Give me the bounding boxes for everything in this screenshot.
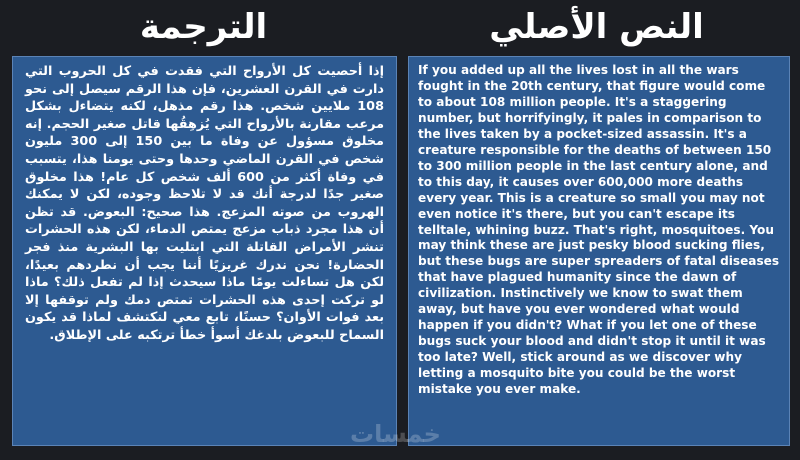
translation-panel	[12, 56, 397, 446]
watermark-logo: خمسات	[350, 420, 441, 448]
translation-text: إذا أحصيت كل الأرواح التي فقدت في كل الحروب التي دارت في القرن العشرين، فإن هذا الرقم سيصل إلى نحو 108 ملايين شخص. هذا رقم مذهل، لكنه يتضاءل بشكل مرعب مقارنة بالأرواح التي يُزهِقُها قاتل صغير الحجم. إنه مخلوق مسؤول عن وفاة ما بين 150 إلى 300 مليون شخص في القرن الماضي وحدها وحتى يومنا هذا، يتسبب في وفاة أكثر من 600 ألف شخص كل عام! هذا مخلوق صغير جدًا لدرجة أنك قد لا تلاحظ وجوده، لكن لا يمكنك الهروب من صوته المزعج. هذا صحيح: البعوض. قد تظن أن هذا مجرد ذباب مزعج يمتص الدماء، لكن هذه الحشرات تنشر الأمراض القاتلة التي ابتليت بها البشرية منذ فجر الحضارة! نحن ندرك غريزيًا أننا يجب أن نطردهم بعيدًا، لكن هل تساءلت يومًا ماذا سيحدث إذا لم تفعل ذلك؟ ماذا لو تركت إحدى هذه الحشرات تمتص دمك ولم توقفها إلا بعد فوات الأوان؟ حسنًا، تابع معي لنكتشف لماذا قد يكون السماح للبعوض بلدغك أسوأ خطأ ترتكبه على الإطلاق.	[25, 64, 384, 343]
translation-title: الترجمة	[139, 7, 268, 47]
original-title: النص الأصلي	[489, 7, 704, 47]
original-panel	[408, 56, 790, 446]
original-text: If you added up all the lives lost in all the wars fought in the 20th century, that figure would come to about 108 million people. It's a staggering number, but horrifyingly, it pales in comparison to the lives taken by a pocket-sized assassin. It's a creature responsible for the deaths of between 150 to 300 million people in the last century alone, and to this day, it causes over 600,000 more deaths every year. This is a creature so small you may not even notice it's there, but you can't escape its telltale, whining buzz. That's right, mosquitoes. You may think these are just pesky blood sucking flies, but these bugs are super spreaders of fatal diseases that have plagued humanity since the dawn of civilization. Instinctively we know to swat them away, but have you ever wondered what would happen if you didn't? What if you let one of these bugs suck your blood and didn't stop it until it was too late? Well, stick around as we discover why letting a mosquito bite you could be the worst mistake you ever make.	[418, 63, 780, 397]
